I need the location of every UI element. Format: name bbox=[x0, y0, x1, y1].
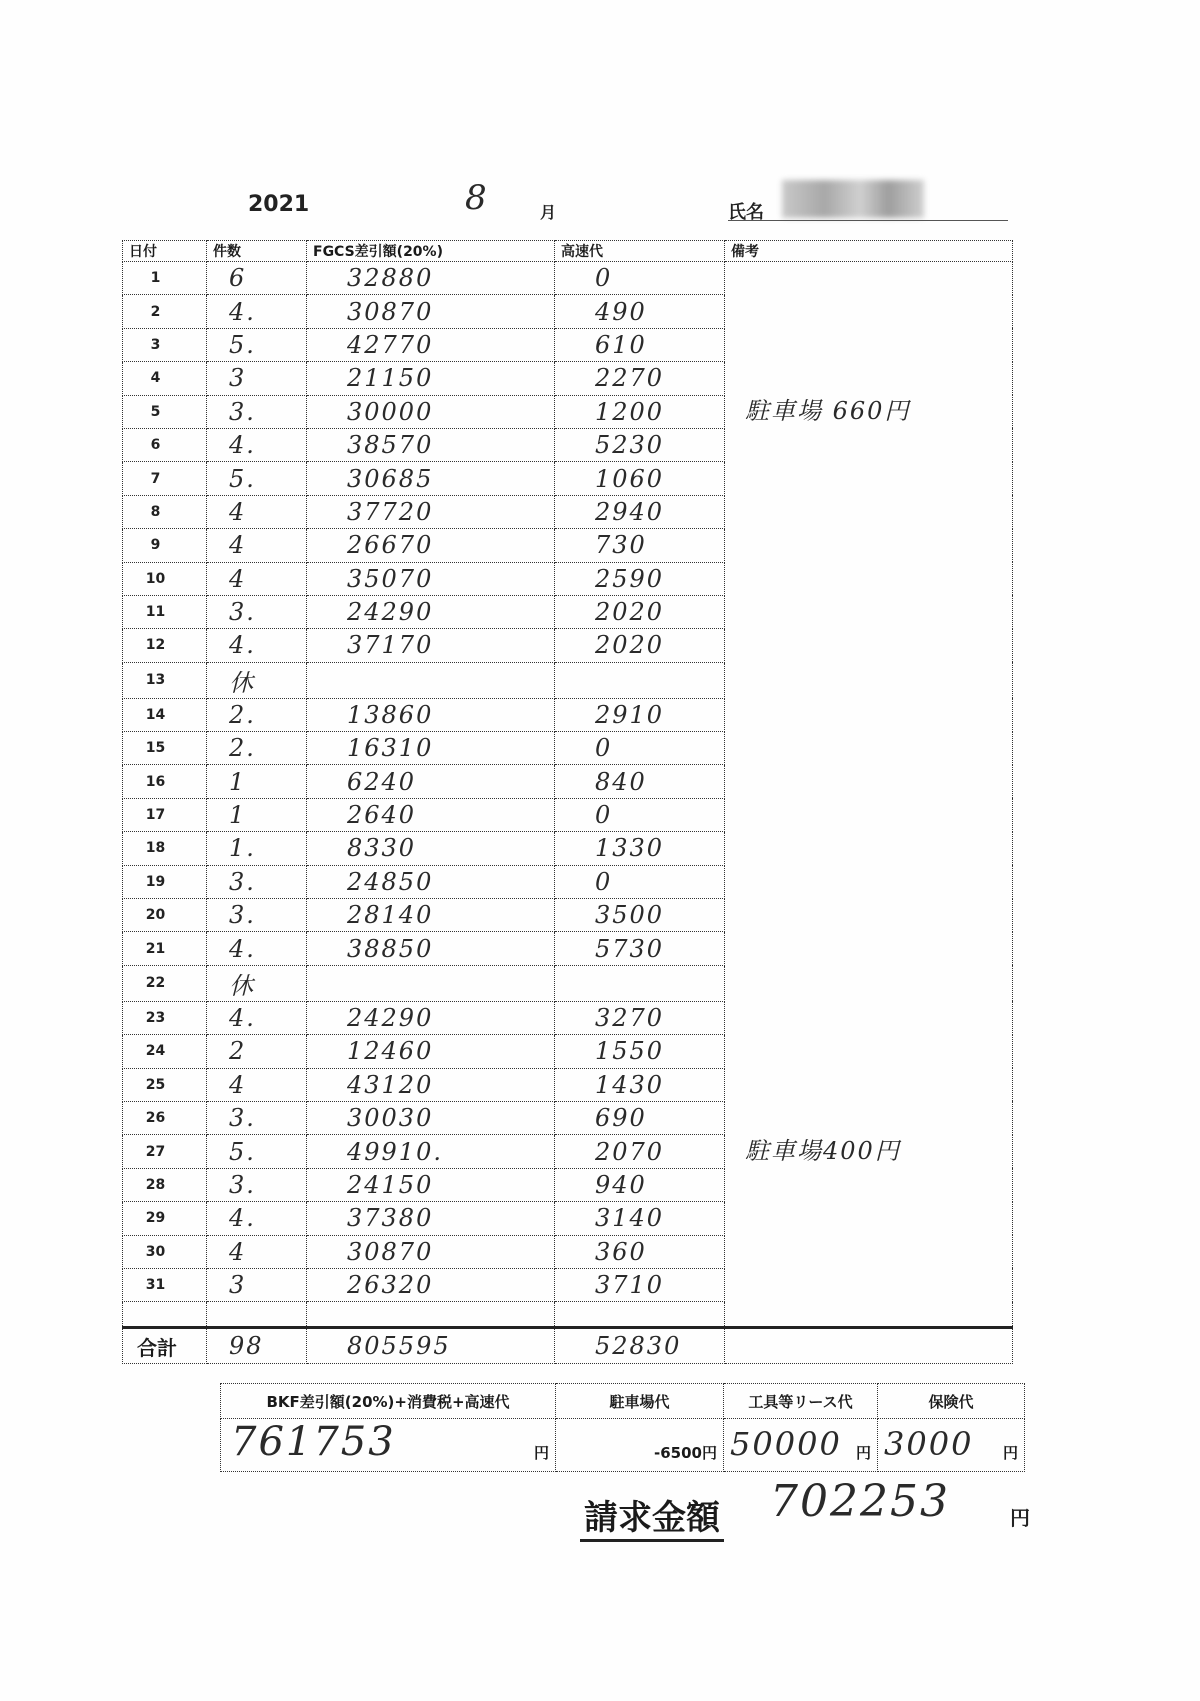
grand-total-value: 702253 bbox=[770, 1476, 950, 1527]
date-cell: 28 bbox=[123, 1168, 207, 1201]
table-header-row bbox=[123, 241, 1013, 262]
highway-cell: 0 bbox=[555, 865, 725, 898]
note-cell bbox=[725, 495, 1013, 528]
note-cell bbox=[725, 629, 1013, 662]
redacted-name bbox=[782, 180, 924, 218]
name-label: 氏名 bbox=[728, 202, 764, 223]
date-cell: 6 bbox=[123, 428, 207, 461]
table-row bbox=[123, 362, 1013, 395]
count-cell: 休 bbox=[207, 662, 307, 698]
amount-cell: 6240 bbox=[307, 765, 555, 798]
col-header-notes: 備考 bbox=[725, 241, 1013, 262]
grand-total-yen: 円 bbox=[1010, 1506, 1030, 1530]
note-cell bbox=[725, 562, 1013, 595]
note-cell bbox=[725, 595, 1013, 628]
table-row bbox=[123, 595, 1013, 628]
date-cell: 12 bbox=[123, 629, 207, 662]
amount-cell: 30870 bbox=[307, 295, 555, 328]
amount-cell: 2640 bbox=[307, 798, 555, 831]
month-label: 月 bbox=[540, 203, 557, 222]
date-cell: 2 bbox=[123, 295, 207, 328]
table-row bbox=[123, 899, 1013, 932]
parking-value: -6500円 bbox=[654, 1444, 717, 1462]
table-row bbox=[123, 562, 1013, 595]
tool-lease-cell bbox=[724, 1419, 878, 1472]
bkf-cell bbox=[221, 1419, 556, 1472]
amount-cell: 26320 bbox=[307, 1268, 555, 1301]
amount-cell: 8330 bbox=[307, 832, 555, 865]
date-cell: 29 bbox=[123, 1202, 207, 1235]
count-cell: 4. bbox=[207, 1202, 307, 1235]
name-underline bbox=[728, 220, 1008, 221]
table-row bbox=[123, 262, 1013, 295]
table-row bbox=[123, 529, 1013, 562]
count-cell: 4 bbox=[207, 495, 307, 528]
note-cell bbox=[725, 462, 1013, 495]
highway-cell: 2020 bbox=[555, 595, 725, 628]
date-cell: 1 bbox=[123, 262, 207, 295]
blank-row bbox=[123, 1302, 1013, 1328]
date-cell: 30 bbox=[123, 1235, 207, 1268]
amount-cell bbox=[307, 965, 555, 1001]
date-cell: 9 bbox=[123, 529, 207, 562]
note-cell bbox=[725, 262, 1013, 295]
blank-cell bbox=[725, 1302, 1013, 1328]
amount-cell: 49910. bbox=[307, 1135, 555, 1168]
year: 2021 bbox=[248, 192, 310, 217]
count-cell: 4. bbox=[207, 295, 307, 328]
col-header-amount: FGCS差引額(20%) bbox=[307, 241, 555, 262]
note-cell bbox=[725, 698, 1013, 731]
parking-label: 駐車場代 bbox=[556, 1384, 724, 1419]
date-cell: 21 bbox=[123, 932, 207, 965]
total-amount: 805595 bbox=[307, 1328, 555, 1364]
table-row bbox=[123, 395, 1013, 428]
table-row bbox=[123, 1202, 1013, 1235]
month-value: 8 bbox=[465, 178, 489, 218]
count-cell: 1 bbox=[207, 765, 307, 798]
table-row bbox=[123, 865, 1013, 898]
table-row bbox=[123, 1268, 1013, 1301]
tool-lease-label: 工具等リース代 bbox=[724, 1384, 878, 1419]
note-cell bbox=[725, 1268, 1013, 1301]
date-cell: 20 bbox=[123, 899, 207, 932]
table-row bbox=[123, 765, 1013, 798]
count-cell: 3 bbox=[207, 362, 307, 395]
amount-cell: 30870 bbox=[307, 1235, 555, 1268]
tool-lease-value: 50000 bbox=[730, 1425, 842, 1463]
count-cell: 3. bbox=[207, 1101, 307, 1134]
highway-cell: 690 bbox=[555, 1101, 725, 1134]
note-cell bbox=[725, 428, 1013, 461]
total-note-cell bbox=[725, 1328, 1013, 1364]
amount-cell: 38850 bbox=[307, 932, 555, 965]
amount-cell: 24850 bbox=[307, 865, 555, 898]
daily-table bbox=[122, 240, 1013, 1364]
amount-cell: 30030 bbox=[307, 1101, 555, 1134]
highway-cell: 3140 bbox=[555, 1202, 725, 1235]
count-cell: 1. bbox=[207, 832, 307, 865]
table-row bbox=[123, 1101, 1013, 1134]
parking-cell bbox=[556, 1419, 724, 1472]
total-count: 98 bbox=[207, 1328, 307, 1364]
table-row bbox=[123, 662, 1013, 698]
grand-total-label: 請求金額 bbox=[580, 1490, 724, 1542]
count-cell: 3 bbox=[207, 1268, 307, 1301]
total-row bbox=[123, 1328, 1013, 1364]
highway-cell: 2590 bbox=[555, 562, 725, 595]
amount-cell: 32880 bbox=[307, 262, 555, 295]
date-cell: 4 bbox=[123, 362, 207, 395]
highway-cell: 2910 bbox=[555, 698, 725, 731]
bkf-yen: 円 bbox=[533, 1444, 549, 1462]
highway-cell: 0 bbox=[555, 262, 725, 295]
date-cell: 15 bbox=[123, 732, 207, 765]
table-row bbox=[123, 965, 1013, 1001]
amount-cell: 37720 bbox=[307, 495, 555, 528]
count-cell: 休 bbox=[207, 965, 307, 1001]
note-cell bbox=[725, 1101, 1013, 1134]
insurance-cell bbox=[878, 1419, 1025, 1472]
highway-cell: 1060 bbox=[555, 462, 725, 495]
highway-cell bbox=[555, 965, 725, 1001]
amount-cell: 13860 bbox=[307, 698, 555, 731]
date-cell: 3 bbox=[123, 328, 207, 361]
note-cell bbox=[725, 732, 1013, 765]
date-cell: 13 bbox=[123, 662, 207, 698]
highway-cell: 0 bbox=[555, 732, 725, 765]
count-cell: 5. bbox=[207, 462, 307, 495]
table-row bbox=[123, 1168, 1013, 1201]
highway-cell: 1430 bbox=[555, 1068, 725, 1101]
date-cell: 23 bbox=[123, 1001, 207, 1034]
date-cell: 31 bbox=[123, 1268, 207, 1301]
amount-cell: 24290 bbox=[307, 1001, 555, 1034]
note-cell bbox=[725, 765, 1013, 798]
highway-cell: 2020 bbox=[555, 629, 725, 662]
table-row bbox=[123, 328, 1013, 361]
insurance-yen: 円 bbox=[1002, 1444, 1018, 1462]
summary-value-row bbox=[221, 1419, 1025, 1472]
date-cell: 24 bbox=[123, 1035, 207, 1068]
highway-cell: 360 bbox=[555, 1235, 725, 1268]
amount-cell: 43120 bbox=[307, 1068, 555, 1101]
table-body bbox=[123, 262, 1013, 1364]
highway-cell: 840 bbox=[555, 765, 725, 798]
highway-cell: 0 bbox=[555, 798, 725, 831]
insurance-label: 保険代 bbox=[878, 1384, 1025, 1419]
amount-cell: 38570 bbox=[307, 428, 555, 461]
count-cell: 2. bbox=[207, 732, 307, 765]
count-cell: 4. bbox=[207, 932, 307, 965]
table-row bbox=[123, 698, 1013, 731]
summary-table bbox=[220, 1383, 1025, 1472]
total-label: 合計 bbox=[123, 1328, 207, 1364]
date-cell: 25 bbox=[123, 1068, 207, 1101]
note-cell bbox=[725, 832, 1013, 865]
table-row bbox=[123, 932, 1013, 965]
count-cell: 6 bbox=[207, 262, 307, 295]
highway-cell: 3500 bbox=[555, 899, 725, 932]
table-row bbox=[123, 1068, 1013, 1101]
amount-cell: 37170 bbox=[307, 629, 555, 662]
highway-cell: 490 bbox=[555, 295, 725, 328]
count-cell: 4 bbox=[207, 1235, 307, 1268]
highway-cell: 730 bbox=[555, 529, 725, 562]
note-cell bbox=[725, 362, 1013, 395]
count-cell: 3. bbox=[207, 865, 307, 898]
table-row bbox=[123, 732, 1013, 765]
note-cell bbox=[725, 965, 1013, 1001]
count-cell: 5. bbox=[207, 328, 307, 361]
table-row bbox=[123, 295, 1013, 328]
count-cell: 4. bbox=[207, 428, 307, 461]
note-cell bbox=[725, 1001, 1013, 1034]
highway-cell: 3710 bbox=[555, 1268, 725, 1301]
amount-cell: 21150 bbox=[307, 362, 555, 395]
date-cell: 22 bbox=[123, 965, 207, 1001]
highway-cell: 1330 bbox=[555, 832, 725, 865]
col-header-date: 日付 bbox=[123, 241, 207, 262]
note-cell bbox=[725, 1068, 1013, 1101]
table-row bbox=[123, 1001, 1013, 1034]
note-cell bbox=[725, 1235, 1013, 1268]
note-cell bbox=[725, 865, 1013, 898]
count-cell: 3. bbox=[207, 1168, 307, 1201]
table-row bbox=[123, 1235, 1013, 1268]
date-cell: 19 bbox=[123, 865, 207, 898]
amount-cell: 30685 bbox=[307, 462, 555, 495]
table-row bbox=[123, 629, 1013, 662]
note-cell bbox=[725, 899, 1013, 932]
date-cell: 7 bbox=[123, 462, 207, 495]
highway-cell: 3270 bbox=[555, 1001, 725, 1034]
amount-cell: 26670 bbox=[307, 529, 555, 562]
bkf-value: 761753 bbox=[231, 1419, 396, 1465]
amount-cell: 28140 bbox=[307, 899, 555, 932]
bkf-label: BKF差引額(20%)+消費税+高速代 bbox=[221, 1384, 556, 1419]
table-row bbox=[123, 1135, 1013, 1168]
table-row bbox=[123, 462, 1013, 495]
highway-cell: 940 bbox=[555, 1168, 725, 1201]
amount-cell: 37380 bbox=[307, 1202, 555, 1235]
date-cell: 18 bbox=[123, 832, 207, 865]
date-cell: 27 bbox=[123, 1135, 207, 1168]
date-cell: 17 bbox=[123, 798, 207, 831]
amount-cell: 16310 bbox=[307, 732, 555, 765]
highway-cell bbox=[555, 662, 725, 698]
col-header-count: 件数 bbox=[207, 241, 307, 262]
count-cell: 3. bbox=[207, 395, 307, 428]
count-cell: 4. bbox=[207, 629, 307, 662]
amount-cell: 42770 bbox=[307, 328, 555, 361]
date-cell: 8 bbox=[123, 495, 207, 528]
count-cell: 4 bbox=[207, 562, 307, 595]
insurance-value: 3000 bbox=[884, 1425, 974, 1463]
highway-cell: 2940 bbox=[555, 495, 725, 528]
count-cell: 2 bbox=[207, 1035, 307, 1068]
summary-header-row bbox=[221, 1384, 1025, 1419]
count-cell: 4 bbox=[207, 529, 307, 562]
amount-cell: 12460 bbox=[307, 1035, 555, 1068]
blank-cell bbox=[555, 1302, 725, 1328]
count-cell: 4 bbox=[207, 1068, 307, 1101]
date-cell: 26 bbox=[123, 1101, 207, 1134]
date-cell: 14 bbox=[123, 698, 207, 731]
table-row bbox=[123, 832, 1013, 865]
amount-cell: 35070 bbox=[307, 562, 555, 595]
amount-cell: 30000 bbox=[307, 395, 555, 428]
highway-cell: 610 bbox=[555, 328, 725, 361]
highway-cell: 5230 bbox=[555, 428, 725, 461]
note-cell bbox=[725, 328, 1013, 361]
highway-cell: 2070 bbox=[555, 1135, 725, 1168]
note-text: 駐車場400円 bbox=[745, 1136, 901, 1165]
table-row bbox=[123, 495, 1013, 528]
date-cell: 5 bbox=[123, 395, 207, 428]
amount-cell bbox=[307, 662, 555, 698]
count-cell: 1 bbox=[207, 798, 307, 831]
count-cell: 4. bbox=[207, 1001, 307, 1034]
count-cell: 3. bbox=[207, 899, 307, 932]
blank-cell bbox=[307, 1302, 555, 1328]
note-cell bbox=[725, 662, 1013, 698]
count-cell: 2. bbox=[207, 698, 307, 731]
col-header-highway: 高速代 bbox=[555, 241, 725, 262]
date-cell: 16 bbox=[123, 765, 207, 798]
blank-cell bbox=[123, 1302, 207, 1328]
date-cell: 10 bbox=[123, 562, 207, 595]
amount-cell: 24290 bbox=[307, 595, 555, 628]
note-cell bbox=[725, 1135, 1013, 1168]
note-cell bbox=[725, 1035, 1013, 1068]
note-cell bbox=[725, 1202, 1013, 1235]
note-text: 駐車場 660円 bbox=[745, 397, 911, 426]
highway-cell: 1200 bbox=[555, 395, 725, 428]
note-cell bbox=[725, 395, 1013, 428]
note-cell bbox=[725, 529, 1013, 562]
count-cell: 5. bbox=[207, 1135, 307, 1168]
table-row bbox=[123, 428, 1013, 461]
tool-lease-yen: 円 bbox=[855, 1444, 871, 1462]
note-cell bbox=[725, 295, 1013, 328]
highway-cell: 1550 bbox=[555, 1035, 725, 1068]
table-row bbox=[123, 798, 1013, 831]
highway-cell: 2270 bbox=[555, 362, 725, 395]
date-cell: 11 bbox=[123, 595, 207, 628]
amount-cell: 24150 bbox=[307, 1168, 555, 1201]
note-cell bbox=[725, 932, 1013, 965]
note-cell bbox=[725, 1168, 1013, 1201]
table-row bbox=[123, 1035, 1013, 1068]
highway-cell: 5730 bbox=[555, 932, 725, 965]
note-cell bbox=[725, 798, 1013, 831]
count-cell: 3. bbox=[207, 595, 307, 628]
blank-cell bbox=[207, 1302, 307, 1328]
total-highway: 52830 bbox=[555, 1328, 725, 1364]
